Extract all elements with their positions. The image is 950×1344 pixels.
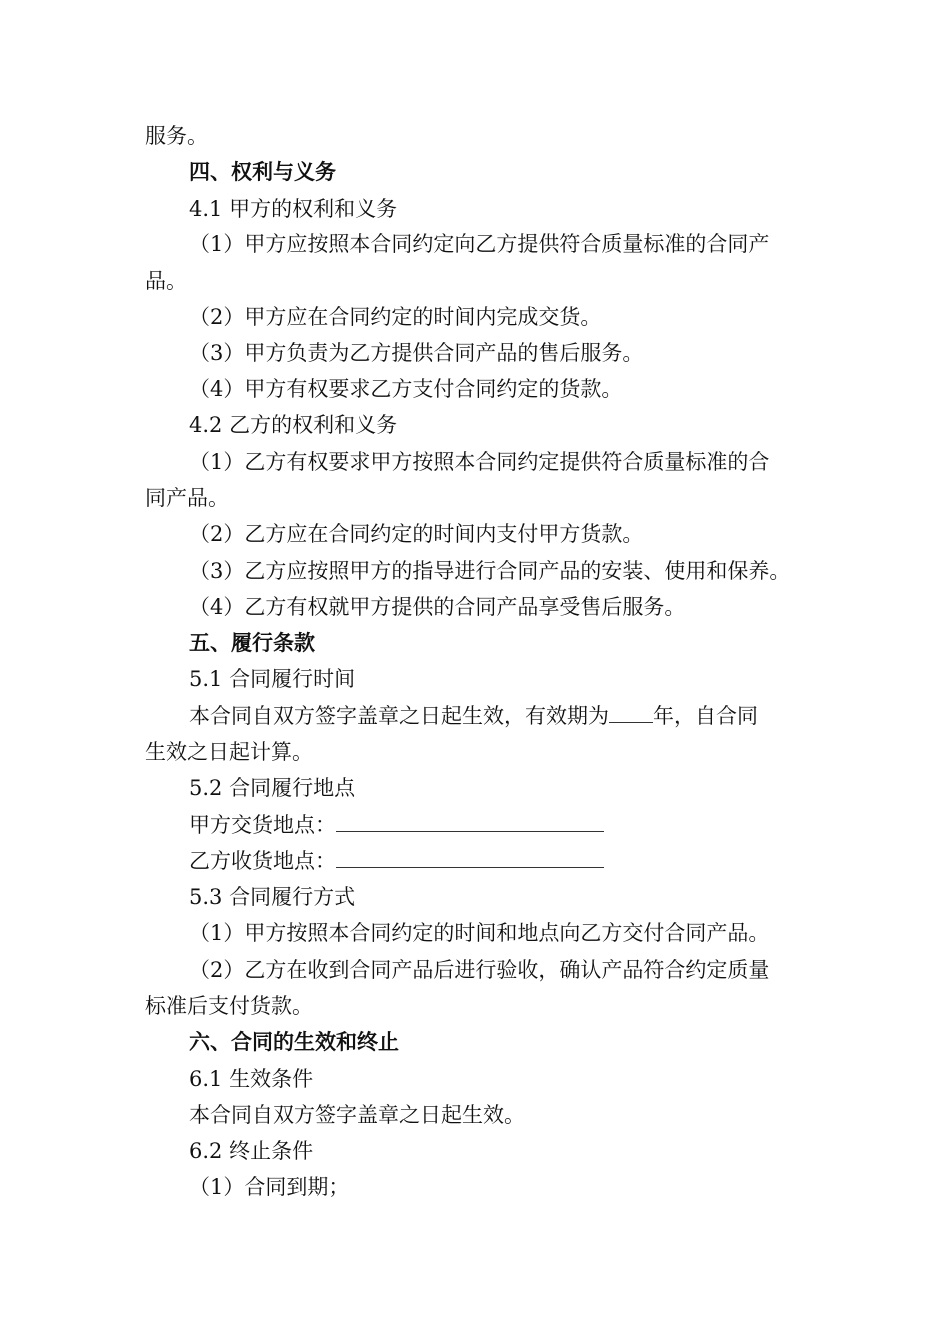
clause-5-3-1: （1）甲方按照本合同约定的时间和地点向乙方交付合同产品。 (189, 921, 770, 945)
clause-4-1-4: （4）甲方有权要求乙方支付合同约定的货款。 (189, 377, 623, 401)
delivery-location-blank[interactable] (336, 813, 604, 832)
delivery-location (189, 810, 604, 840)
subsection-4-2: 4.2 乙方的权利和义务 (189, 413, 398, 437)
delivery-location-label: 甲方交货地点： (189, 813, 336, 837)
receiving-location-label: 乙方收货地点： (189, 849, 336, 873)
subsection-5-1: 5.1 合同履行时间 (189, 667, 356, 691)
term-clause-text: 本合同自双方签字盖章之日起生效，有效期为 (189, 704, 609, 728)
clause-4-1-1: （1）甲方应按照本合同约定向乙方提供符合质量标准的合同产 (189, 232, 770, 256)
effect-clause: 本合同自双方签字盖章之日起生效。 (189, 1103, 525, 1127)
paragraph-continuation: 服务。 (145, 124, 208, 148)
subsection-6-2: 6.2 终止条件 (189, 1139, 314, 1163)
term-clause (189, 701, 758, 731)
clause-4-1-1-cont: 品。 (145, 269, 187, 293)
clause-4-2-2: （2）乙方应在合同约定的时间内支付甲方货款。 (189, 522, 644, 546)
section-heading-5: 五、履行条款 (189, 631, 315, 655)
subsection-5-2: 5.2 合同履行地点 (189, 776, 356, 800)
section-heading-6: 六、合同的生效和终止 (189, 1030, 399, 1054)
subsection-4-1: 4.1 甲方的权利和义务 (189, 197, 398, 221)
receiving-location-blank[interactable] (336, 849, 604, 868)
clause-4-2-3: （3）乙方应按照甲方的指导进行合同产品的安装、使用和保养。 (189, 559, 791, 583)
clause-4-2-1-cont: 同产品。 (145, 486, 229, 510)
clause-4-2-1: （1）乙方有权要求甲方按照本合同约定提供符合质量标准的合 (189, 450, 770, 474)
clause-4-1-3: （3）甲方负责为乙方提供合同产品的售后服务。 (189, 341, 644, 365)
clause-5-3-2-cont: 标准后支付货款。 (145, 994, 313, 1018)
section-heading-4: 四、权利与义务 (189, 160, 336, 184)
receiving-location (189, 846, 604, 876)
term-clause-tail: 年，自合同 (653, 704, 758, 728)
term-years-blank[interactable] (609, 704, 653, 723)
subsection-5-3: 5.3 合同履行方式 (189, 885, 356, 909)
subsection-6-1: 6.1 生效条件 (189, 1067, 314, 1091)
clause-4-2-4: （4）乙方有权就甲方提供的合同产品享受售后服务。 (189, 595, 686, 619)
clause-4-1-2: （2）甲方应在合同约定的时间内完成交货。 (189, 305, 602, 329)
termination-clause-1: （1）合同到期； (189, 1175, 350, 1199)
clause-5-3-2: （2）乙方在收到合同产品后进行验收，确认产品符合约定质量 (189, 958, 770, 982)
term-clause-cont: 生效之日起计算。 (145, 740, 313, 764)
